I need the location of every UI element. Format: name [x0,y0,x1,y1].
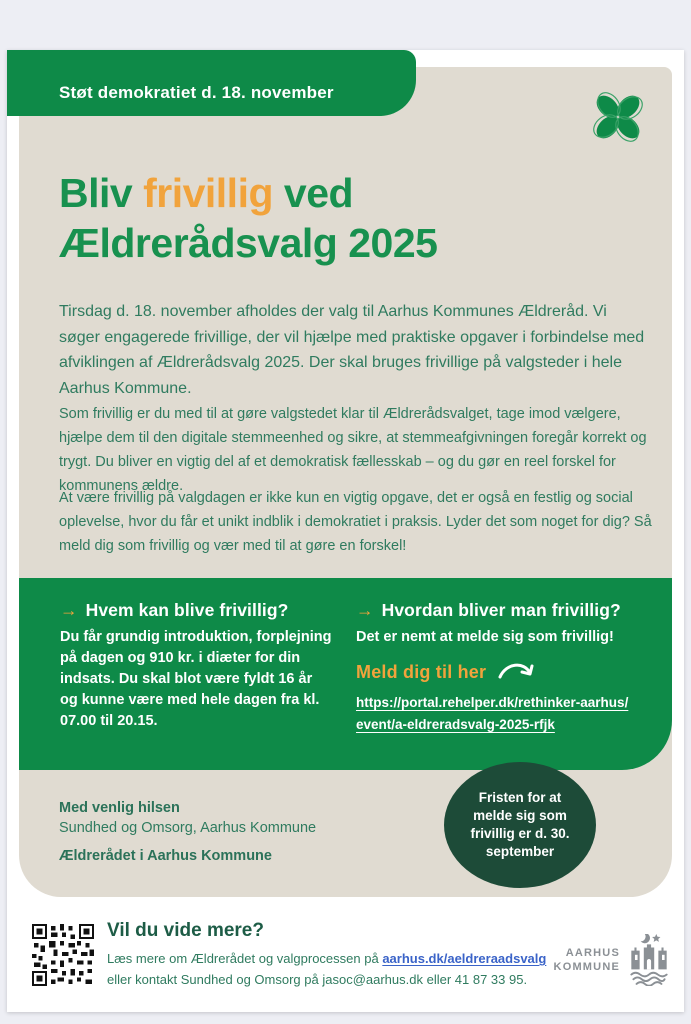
panel-left-body: Du får grundig introduktion, forplejning på dagen og 910 kr. i diæter for din indsats. Du skal blot være fyldt 16 år og kunne være med hele dagen fra kl. 07.00 til 20.15. [60,629,332,729]
title-line1 [59,168,639,218]
panel-left-heading-label: Hvem kan blive frivillig? [85,600,289,620]
title-highlight: frivillig [143,170,274,216]
deadline-text [461,789,579,861]
aarhus-logo-text [554,946,620,974]
footer-link[interactable]: aarhus.dk/aeldreraadsvalg [382,951,547,966]
arrow-right-icon: → [60,600,78,620]
signup-cta-label: Meld dig til her [356,662,487,682]
footer [7,910,684,1012]
signup-link-line2: event/a-eldreradsvalg-2025-rfjk [356,717,555,732]
deadline-badge [444,762,596,888]
panel-right-column [356,600,642,770]
aarhus-crest-icon [628,934,670,986]
body-paragraph-2: At være frivillig på valgdagen er ikke kun en vigtig opgave, det er også en festlig og social oplevelse, hvor du får et unikt indblik i demokratiet i praksis. Lyder det som noget for dig? Så meld dig som frivillig og vær med til at gøre en forskel! [59,490,652,554]
aarhus-logo [554,934,670,986]
panel-right-heading-label: Hvordan bliver man frivillig? [381,600,621,620]
arrow-right-icon: → [356,600,374,620]
deadline-rest: for at melde sig som frivillig er d. 30. september [470,790,570,859]
signoff-greeting: Med venlig hilsen [59,800,180,816]
info-panel [19,578,672,770]
deadline-bold: Fristen [478,790,524,805]
clover-logo-icon [587,88,649,146]
panel-right-body: Det er nemt at melde sig som frivillig! [356,629,614,645]
page-title [59,168,639,268]
title-line2: Ældrerådsvalg 2025 [59,220,438,266]
banner-label: Støt demokratiet d. 18. november [59,83,334,102]
signoff-block [59,798,316,866]
footer-text-block [107,920,547,990]
body-paragraph-1: Som frivillig er du med til at gøre valgstedet klar til Ældrerådsvalget, tage imod vælgere, hjælpe dem til den digitale stemmeenhed og sikre, at stemmeafgivningen foregår korrekt og trygt. Du bliver en vigtig del af et demokratisk fællesskab – og du gør en reel forskel for kommunens ældre. [59,406,647,494]
panel-left-heading [60,600,332,621]
footer-line1-prefix: Læs mere om Ældrerådet og valgprocessen på [107,951,383,966]
aarhus-logo-line1: AARHUS [565,947,620,959]
qr-code [32,924,94,986]
footer-line1 [107,948,547,969]
signup-link[interactable] [356,692,642,736]
signoff-department: Sundhed og Omsorg, Aarhus Kommune [59,820,317,836]
title-pre: Bliv [59,170,144,216]
signoff-council: Ældrerådet i Aarhus Kommune [59,848,272,864]
banner-badge [7,50,416,116]
panel-left-column [60,600,332,770]
curved-arrow-icon [496,660,538,686]
footer-heading: Vil du vide mere? [107,920,264,941]
title-post: ved [273,170,354,216]
aarhus-logo-line2: KOMMUNE [553,961,620,973]
poster [7,50,684,1012]
signup-cta-row [356,662,642,686]
intro-paragraph: Tirsdag d. 18. november afholdes der valg til Aarhus Kommunes Ældreråd. Vi søger engagerede frivillige, der vil hjælpe med praktiske opgaver i forbindelse med afviklingen af Ældrerådsvalg 2025. Der skal bruges frivillige på valgsteder i hele Aarhus Kommune. [59,303,645,397]
panel-right-heading [356,600,642,621]
signup-link-line1: https://portal.rehelper.dk/rethinker-aarhus/ [356,695,629,710]
footer-line2: eller kontakt Sundhed og Omsorg på jasoc@aarhus.dk eller 41 87 33 95. [107,972,528,987]
